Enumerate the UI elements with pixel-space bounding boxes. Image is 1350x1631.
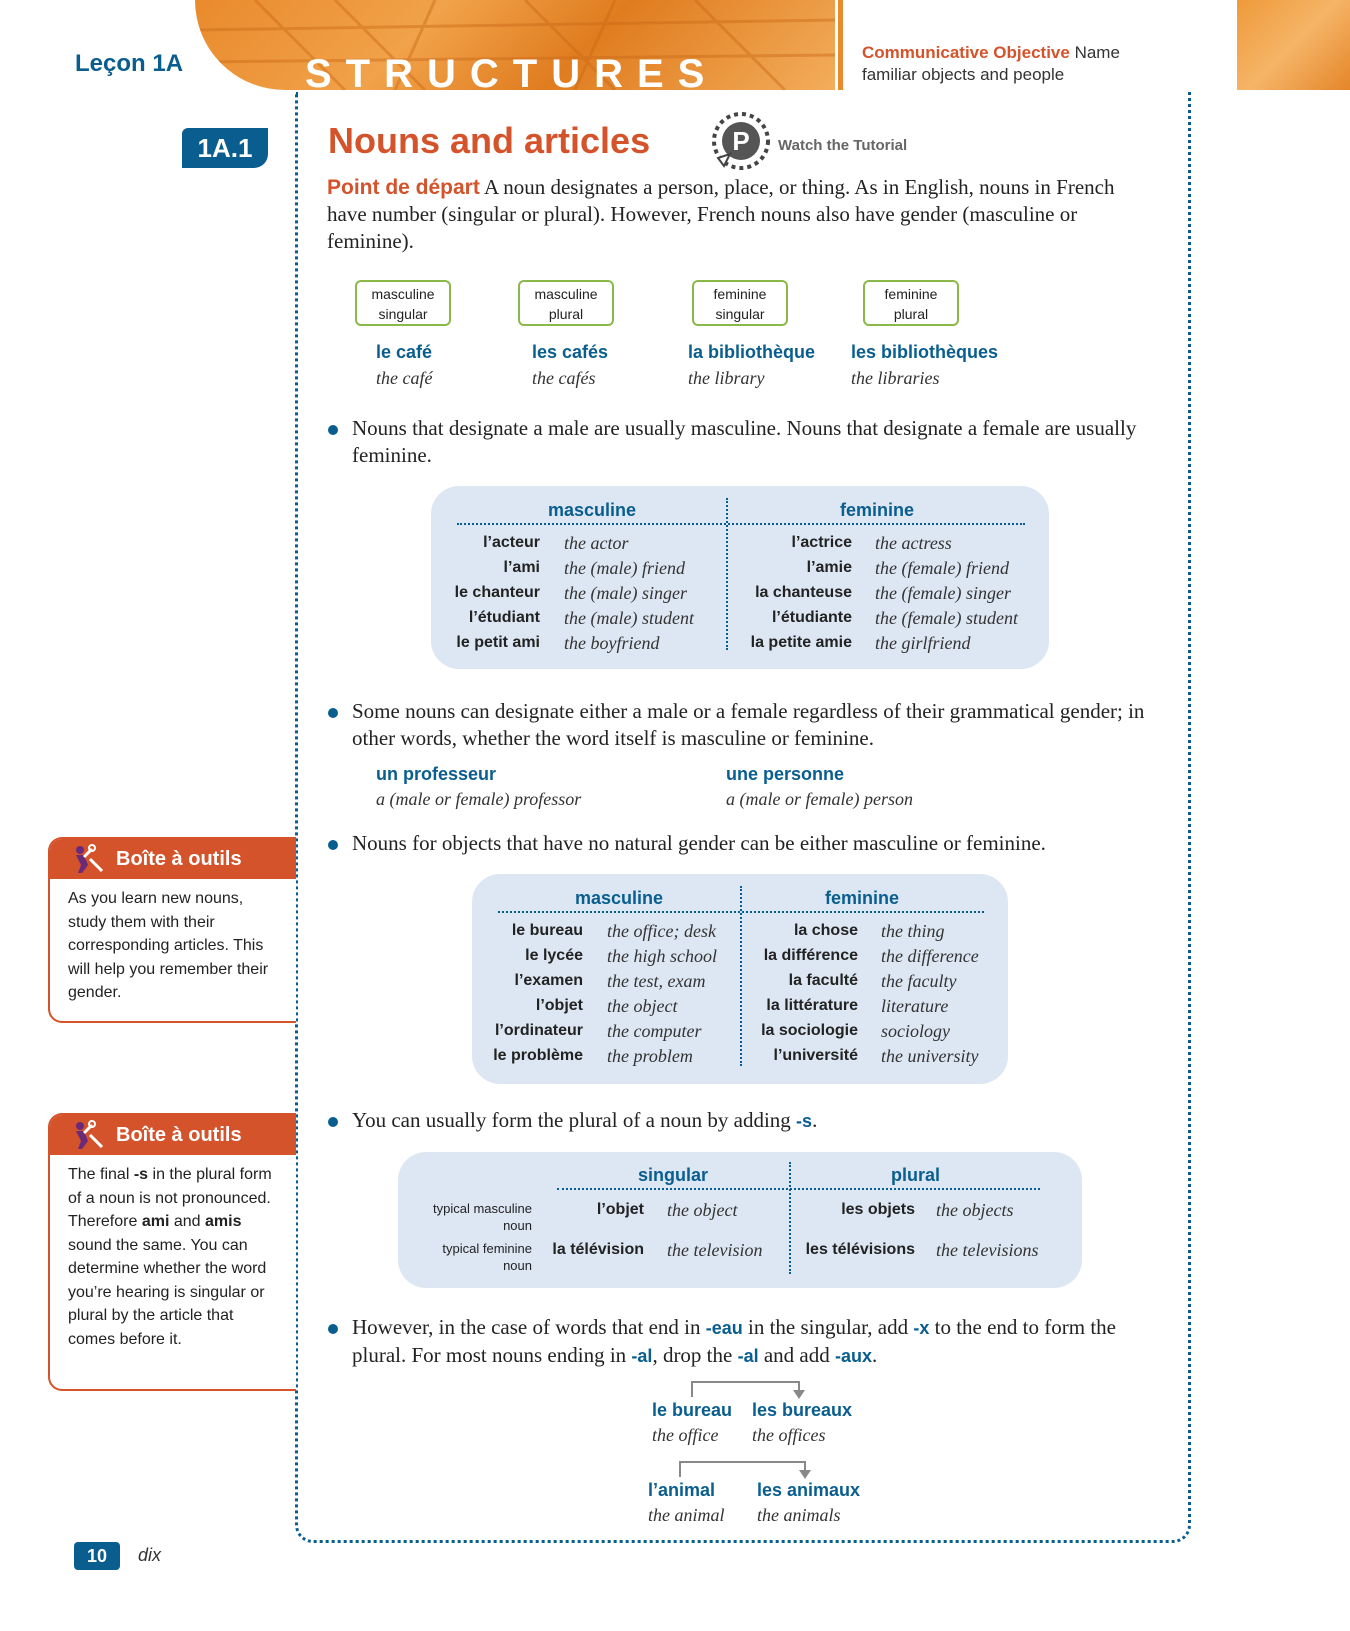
table-header-masculine: masculine [574, 888, 664, 908]
tag-line: singular [715, 306, 765, 322]
table-row-fr: la littérature [766, 997, 858, 1014]
bullet-text: to the end to form the plural. For most nouns ending in [352, 1315, 1116, 1367]
table-header-feminine: feminine [824, 888, 899, 908]
table-row-fr: la chanteuse [755, 584, 852, 601]
toolbox-header [50, 839, 296, 879]
lesson-label: Leçon 1A [75, 50, 184, 77]
table-row-fr: la sociologie [761, 1022, 858, 1039]
table-row-en: the thing [881, 921, 945, 941]
arrow-connector [679, 1461, 806, 1477]
toolbox-term: ami [141, 1213, 170, 1230]
toolbox-text: The final [68, 1166, 130, 1183]
suffix-al: -al [631, 1346, 653, 1366]
arrow-down-icon [799, 1470, 811, 1479]
table-row-fr: la petite amie [750, 634, 852, 651]
tag-line: plural [893, 306, 929, 322]
bullet-text: , drop the [652, 1343, 733, 1367]
table-row-en: the actress [875, 533, 952, 553]
intro-lead: Point de départ [327, 176, 480, 199]
table-row-en: sociology [881, 1021, 950, 1041]
suffix-aux: -aux [835, 1346, 873, 1366]
toolbox-sidebar-1 [48, 837, 296, 1023]
table-row-fr: l’étudiant [468, 609, 540, 626]
table-row-en: literature [881, 996, 949, 1016]
tag-line: masculine [534, 286, 598, 302]
table-row-fr: la différence [763, 947, 858, 964]
table-row-en: the televisions [936, 1240, 1039, 1260]
banner-title: STRUCTURES [305, 52, 719, 96]
toolbox-term: amis [205, 1213, 242, 1230]
table-row-en: the actor [564, 533, 629, 553]
table-row-fr: le lycée [525, 947, 583, 964]
bullet-objects [352, 830, 1152, 857]
table-divider [726, 498, 728, 650]
table-row-en: the (female) singer [875, 583, 1011, 603]
toolbox-text: in the plural form of a noun is not pronounced. Therefore [68, 1166, 272, 1230]
table-row-fr: l’université [773, 1047, 858, 1064]
bullet-text: You can usually form the plural of a noun by adding [352, 1108, 791, 1132]
toolbox-body [50, 1155, 296, 1363]
bullet-text: Nouns that designate a male are usually masculine. Nouns that designate a female are usually feminine. [352, 416, 1137, 467]
table-row-fr: l’amie [806, 559, 852, 576]
bullet-text: in the singular, add [747, 1315, 909, 1339]
tools-icon [70, 1119, 106, 1151]
row-label-line: noun [503, 1218, 532, 1233]
bullet-dot [328, 425, 338, 435]
bullet-text: . [872, 1343, 878, 1367]
table-row-fr: les télévisions [805, 1241, 915, 1258]
table-row-en: the girlfriend [875, 633, 971, 653]
example-fr: une personne [726, 764, 845, 784]
intro-paragraph [327, 174, 1127, 255]
table-row-en: the television [667, 1240, 763, 1260]
row-label-line: typical feminine [442, 1241, 532, 1256]
toolbox-body: As you learn new nouns, study them with their corresponding articles. This will help you remember their gender. [68, 890, 269, 1001]
table-row-en: the difference [881, 946, 979, 966]
svg-text:P: P [732, 126, 750, 156]
toolbox-term: -s [133, 1166, 149, 1183]
table-row-fr: les objets [841, 1201, 915, 1218]
table-rule [557, 1188, 1040, 1190]
table-row-en: the problem [607, 1046, 693, 1066]
tag-line: masculine [371, 286, 435, 302]
banner-separator [838, 0, 843, 90]
table-row-fr: l’acteur [483, 534, 540, 551]
table-row-fr: la faculté [788, 972, 858, 989]
bullet-text: Nouns for objects that have no natural gender can be either masculine or feminine. [352, 831, 1046, 855]
example-en: a (male or female) person [726, 789, 913, 809]
toolbox-sidebar-2 [48, 1113, 296, 1391]
example-en: the animal [648, 1505, 725, 1525]
example-fr: les bureaux [752, 1400, 853, 1420]
table-row-fr: le problème [493, 1047, 583, 1064]
row-label [405, 1240, 532, 1274]
table-row-fr: le petit ami [456, 634, 540, 651]
table-row-en: the (male) student [564, 608, 694, 628]
example-fr: l’animal [648, 1480, 716, 1500]
suffix-s: -s [796, 1111, 813, 1131]
objective-text-1: Name [1074, 43, 1120, 62]
table-header-masculine: masculine [547, 500, 637, 520]
toolbox-header [50, 1115, 296, 1155]
watch-tutorial-link[interactable]: Watch the Tutorial [778, 137, 908, 154]
bullet-dot [328, 1117, 338, 1127]
table-row-en: the objects [936, 1200, 1014, 1220]
table-row-en: the boyfriend [564, 633, 660, 653]
row-label [405, 1200, 532, 1234]
suffix-x: -x [913, 1318, 930, 1338]
tag-feminine-singular [692, 280, 788, 326]
banner-right-texture [1237, 0, 1350, 90]
table-row-en: the (female) friend [875, 558, 1009, 578]
bullet-dot [328, 708, 338, 718]
table-header-feminine: feminine [839, 500, 914, 520]
tools-icon [70, 843, 106, 875]
section-title: Nouns and articles [328, 120, 651, 161]
example-en: a (male or female) professor [376, 789, 582, 809]
bullet-dot [328, 840, 338, 850]
table-row-en: the (male) friend [564, 558, 685, 578]
table-row-fr: l’objet [596, 1201, 644, 1218]
tag-masculine-singular [355, 280, 451, 326]
bullet-text: Some nouns can designate either a male or a female regardless of their grammatical gender; in other words, whether the word itself is masculine or feminine. [352, 699, 1145, 750]
tag-feminine-plural [863, 280, 959, 326]
table-divider [789, 1162, 791, 1274]
bullet-dot [328, 1324, 338, 1334]
bullet-male-female [352, 415, 1152, 469]
table-row-fr: l’actrice [791, 534, 852, 551]
example-fr: le café [376, 342, 433, 362]
table-row-fr: l’objet [535, 997, 583, 1014]
table-row-en: the office; desk [607, 921, 716, 941]
communicative-objective [862, 42, 1120, 86]
example-en: the café [376, 368, 433, 388]
example-fr: la bibliothèque [688, 342, 816, 362]
row-label-line: noun [503, 1258, 532, 1273]
page-number: 10 [74, 1542, 120, 1570]
table-row-en: the object [607, 996, 678, 1016]
table-row-en: the university [881, 1046, 979, 1066]
example-en: the offices [752, 1425, 826, 1445]
table-row-fr: l’ordinateur [494, 1022, 583, 1039]
row-label-line: typical masculine [433, 1201, 532, 1216]
table-header-singular: singular [637, 1165, 708, 1185]
intro-text: A noun designates a person, place, or thing. As in English, nouns in French have number (singular or plural). However, French nouns also have gender (masculine or feminine). [327, 175, 1115, 253]
arrow-connector [691, 1381, 800, 1397]
table-row-en: the test, exam [607, 971, 706, 991]
bullet-text: . [812, 1108, 818, 1132]
table-row-fr: la chose [793, 922, 858, 939]
objective-text-2: familiar objects and people [862, 65, 1065, 84]
bullet-plural-s [352, 1107, 1152, 1135]
objective-label: Communicative Objective [862, 43, 1070, 62]
tag-line: feminine [713, 286, 767, 302]
table-row-fr: le chanteur [454, 584, 540, 601]
table-row-fr: l’examen [514, 972, 583, 989]
table-divider [740, 886, 742, 1066]
example-fr: le bureau [652, 1400, 733, 1420]
bullet-text: and add [763, 1343, 830, 1367]
tag-masculine-plural [518, 280, 614, 326]
example-fr: les animaux [757, 1480, 861, 1500]
table-row-fr: l’ami [503, 559, 540, 576]
bullet-either-gender [352, 698, 1152, 752]
example-en: the libraries [851, 368, 940, 388]
page-number-word: dix [138, 1545, 162, 1565]
example-fr: les bibliothèques [851, 342, 999, 362]
table-header-plural: plural [890, 1165, 940, 1185]
table-row-en: the object [667, 1200, 738, 1220]
tutorial-play-icon[interactable] [710, 110, 772, 172]
table-row-en: the (female) student [875, 608, 1018, 628]
arrow-down-icon [793, 1390, 805, 1399]
tag-line: singular [378, 306, 428, 322]
section-number-badge: 1A.1 [182, 128, 268, 168]
table-row-en: the computer [607, 1021, 702, 1041]
table-rule [457, 523, 1025, 525]
example-fr: les cafés [532, 342, 609, 362]
toolbox-text: sound the same. You can determine whether the word you’re hearing is singular or plural by the article that comes before it. [68, 1236, 267, 1348]
table-row-fr: la télévision [552, 1241, 644, 1258]
tag-line: feminine [884, 286, 938, 302]
example-en: the library [688, 368, 765, 388]
suffix-al: -al [737, 1346, 759, 1366]
toolbox-title: Boîte à outils [116, 1124, 242, 1146]
bullet-text: However, in the case of words that end in [352, 1315, 701, 1339]
table-row-en: the high school [607, 946, 717, 966]
bullet-eau-al [352, 1314, 1152, 1370]
table-row-en: the faculty [881, 971, 957, 991]
table-row-en: the (male) singer [564, 583, 687, 603]
toolbox-text: and [173, 1213, 201, 1230]
toolbox-title: Boîte à outils [116, 848, 242, 870]
table-row-fr: le bureau [511, 922, 583, 939]
suffix-eau: -eau [705, 1318, 743, 1338]
table-row-fr: l’étudiante [771, 609, 852, 626]
example-en: the animals [757, 1505, 841, 1525]
example-en: the cafés [532, 368, 596, 388]
example-fr: un professeur [376, 764, 497, 784]
example-en: the office [652, 1425, 719, 1445]
tag-line: plural [548, 306, 584, 322]
